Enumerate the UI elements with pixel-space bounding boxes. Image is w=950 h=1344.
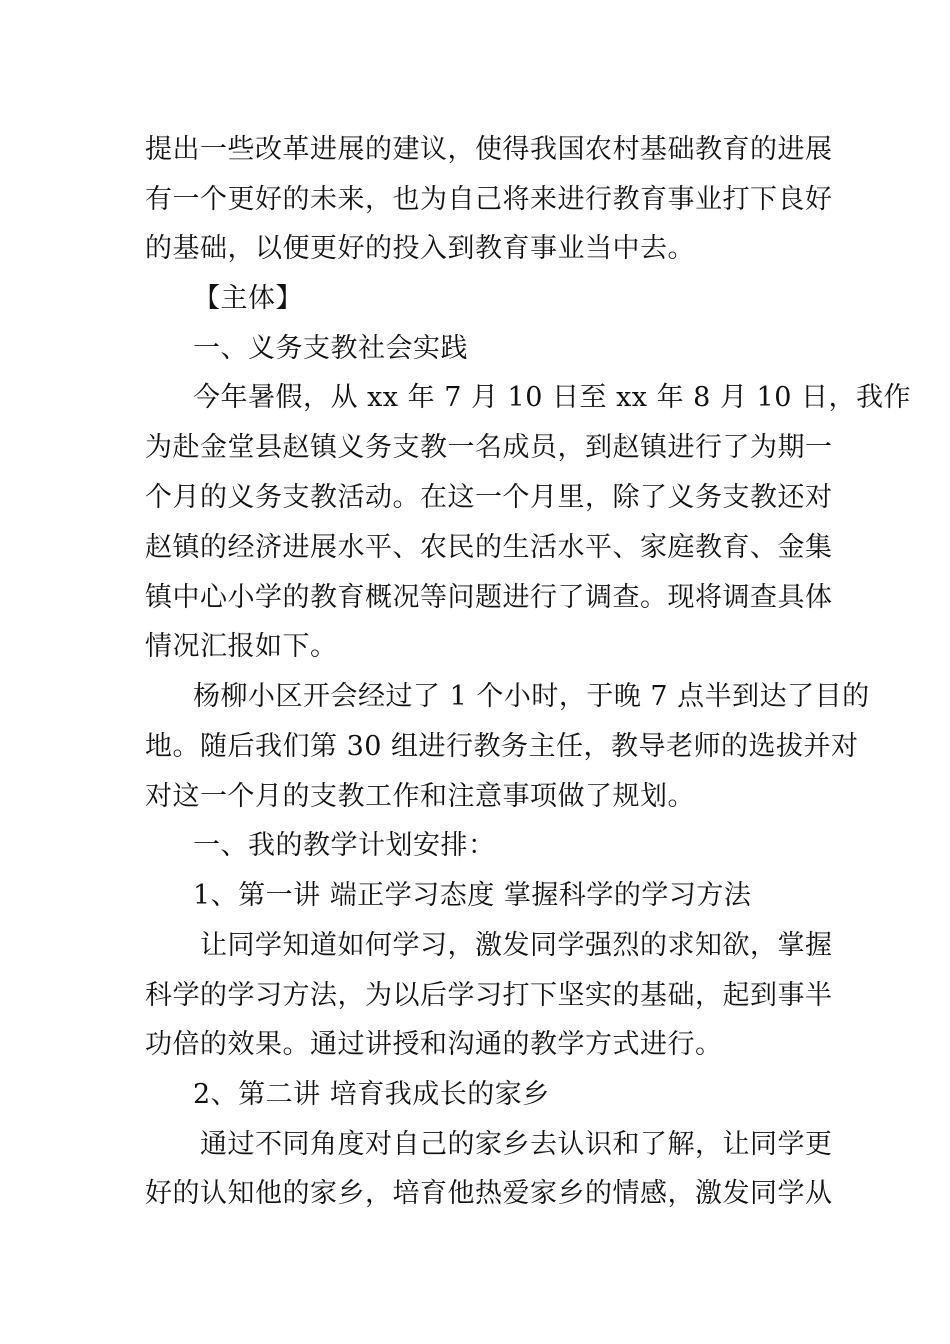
paragraph-line: 对这一个月的支教工作和注意事项做了规划。: [145, 781, 695, 812]
paragraph-line: 赵镇的经济进展水平、农民的生活水平、家庭教育、金集: [145, 532, 833, 563]
section-heading-main: 【主体】: [193, 283, 303, 314]
paragraph-line: 让同学知道如何学习，激发同学强烈的求知欲，掌握: [200, 930, 833, 961]
paragraph-line: 情况汇报如下。: [145, 631, 338, 662]
section-heading-plan: 一、我的教学计划安排：: [193, 830, 496, 861]
paragraph-line: 通过不同角度对自己的家乡去认识和了解，让同学更: [200, 1129, 833, 1160]
paragraph-line: 提出一些改革进展的建议，使得我国农村基础教育的进展: [145, 134, 833, 165]
paragraph-line: 为赴金堂县赵镇义务支教一名成员，到赵镇进行了为期一: [145, 432, 833, 463]
paragraph-line: 杨柳小区开会经过了 1 个小时，于晚 7 点半到达了目的: [193, 681, 870, 712]
paragraph-line: 地。随后我们第 30 组进行教务主任，教导老师的选拔并对: [145, 731, 859, 762]
lesson-heading-2: 2、第二讲 培育我成长的家乡: [193, 1079, 550, 1110]
paragraph-line: 有一个更好的未来，也为自己将来进行教育事业打下良好: [145, 184, 833, 215]
paragraph-line: 镇中心小学的教育概况等问题进行了调查。现将调查具体: [145, 582, 833, 613]
paragraph-line: 今年暑假，从 xx 年 7 月 10 日至 xx 年 8 月 10 日，我作: [193, 382, 911, 413]
section-heading-1: 一、义务支教社会实践: [193, 333, 468, 364]
lesson-heading-1: 1、第一讲 端正学习态度 掌握科学的学习方法: [193, 880, 752, 911]
paragraph-line: 的基础，以便更好的投入到教育事业当中去。: [145, 233, 695, 264]
paragraph-line: 科学的学习方法，为以后学习打下坚实的基础，起到事半: [145, 980, 833, 1011]
paragraph-line: 好的认知他的家乡，培育他热爱家乡的情感，激发同学从: [145, 1178, 833, 1209]
paragraph-line: 功倍的效果。通过讲授和沟通的教学方式进行。: [145, 1029, 723, 1060]
paragraph-line: 个月的义务支教活动。在这一个月里，除了义务支教还对: [145, 482, 833, 513]
